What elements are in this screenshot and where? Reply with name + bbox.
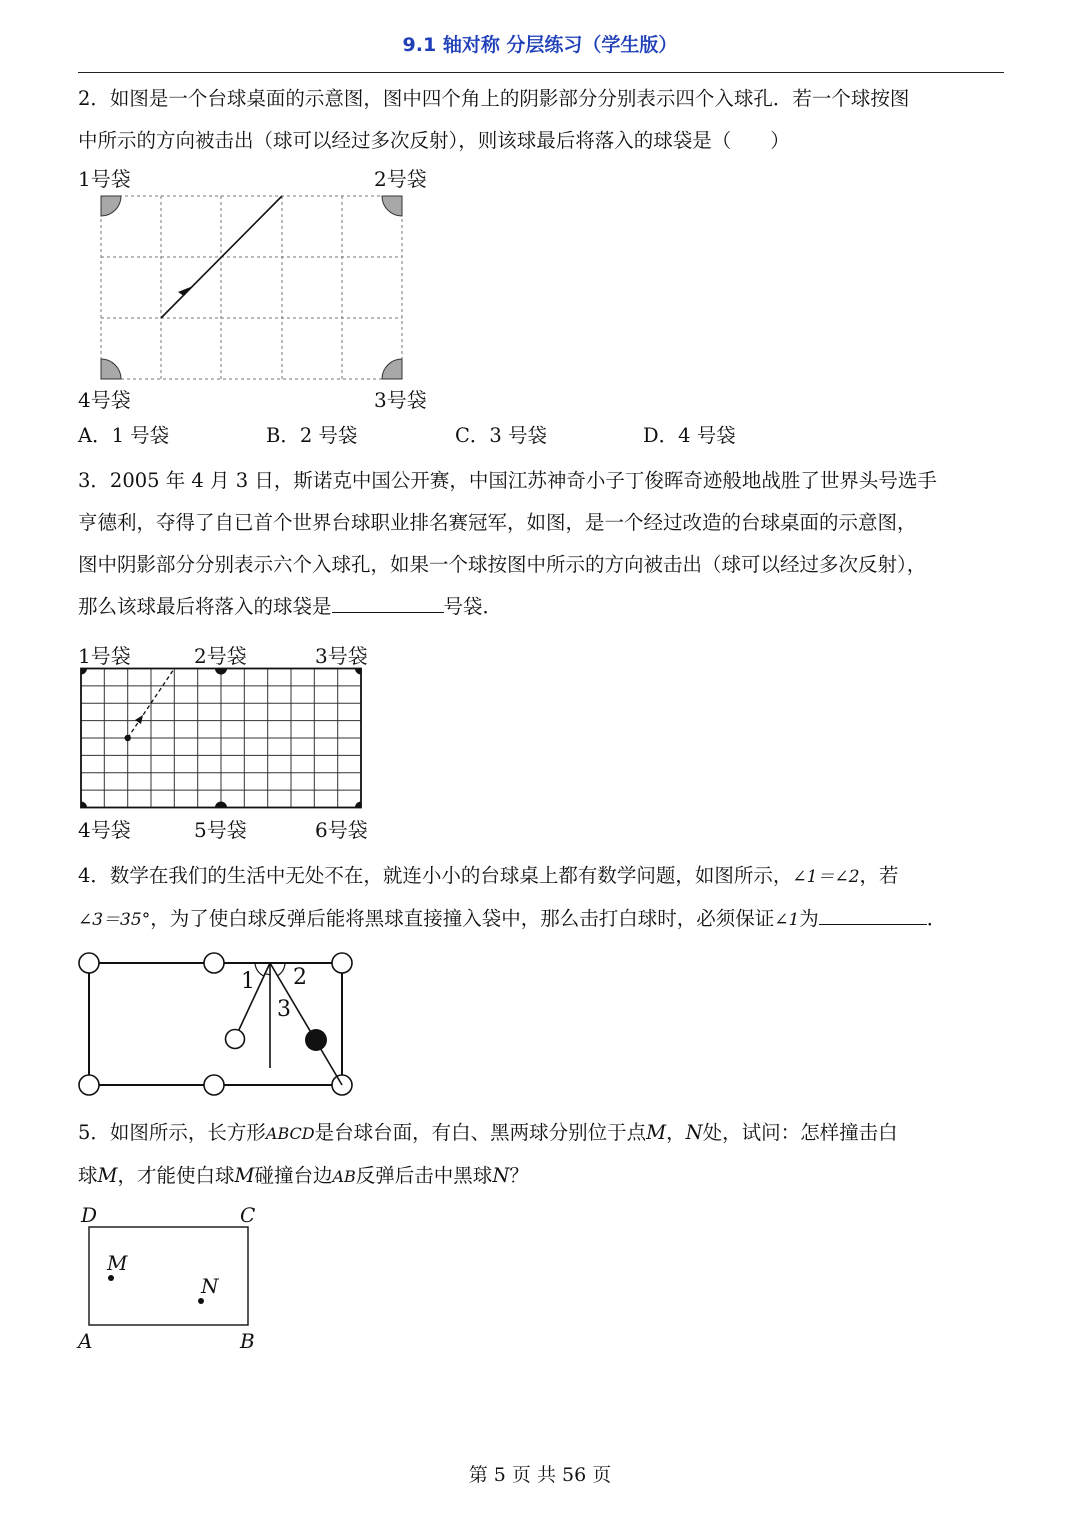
q4-angle-label-3: 3 xyxy=(277,997,291,1022)
question-2-line-2: 中所示的方向被击出（球可以经过多次反射），则该球最后将落入的球袋是（ ） xyxy=(78,129,790,152)
q4-line-2-end: ． xyxy=(926,907,947,930)
q3-arrow-head xyxy=(135,715,143,724)
q3-pocket-2 xyxy=(215,669,227,675)
q3-pocket-label-4: 4号袋 xyxy=(78,818,131,842)
q5-label-d: D xyxy=(81,1203,98,1227)
q5-label-m: M xyxy=(107,1251,128,1275)
header-rule xyxy=(78,72,1004,73)
q2-pocket-label-1: 1号袋 xyxy=(78,167,131,191)
q5-line-1-a: 5．如图所示，长方形 xyxy=(78,1121,266,1144)
q3-answer-blank[interactable] xyxy=(332,590,444,613)
q2-arrow-head xyxy=(178,286,193,296)
q5-rect-name: ABCD xyxy=(265,1124,315,1143)
q4-line-2-text: ，为了使白球反弹后能将黑球直接撞入袋中，那么击打白球时，必须保证 xyxy=(150,907,775,930)
q2-pocket-3 xyxy=(382,359,402,379)
q4-pocket-top-middle xyxy=(204,953,224,973)
q3-grid xyxy=(81,669,361,808)
page-footer: 第 5 页 共 56 页 xyxy=(468,1464,612,1486)
question-5-line-2 xyxy=(78,1155,1008,1198)
q2-pocket-1 xyxy=(101,196,121,216)
question-3-line-3: 图中阴影部分分别表示六个入球孔，如果一个球按图中所示的方向被击出（球可以经过多次反射）， xyxy=(78,553,927,576)
q4-black-ball xyxy=(305,1029,327,1051)
q2-option-b[interactable]: B．2 号袋 xyxy=(266,424,358,447)
q5-label-n: N xyxy=(201,1274,219,1298)
q3-pocket-label-3: 3号袋 xyxy=(315,644,368,668)
question-2-line-1: 2．如图是一个台球桌面的示意图，图中四个角上的阴影部分分别表示四个入球孔．若一个球按图 xyxy=(78,87,910,110)
q5-label-c: C xyxy=(240,1203,256,1227)
question-5-text xyxy=(78,1112,1008,1198)
q4-line-1-after: ，若 xyxy=(859,864,899,887)
q5-ball-m xyxy=(108,1275,114,1281)
question-5-line-1 xyxy=(78,1112,1008,1155)
q3-pocket-label-5: 5号袋 xyxy=(194,818,247,842)
q2-pocket-label-3: 3号袋 xyxy=(374,388,427,412)
q4-angle-label-2: 2 xyxy=(293,965,307,990)
q5-label-b: B xyxy=(240,1329,255,1353)
q5-line-2-a: 球 xyxy=(78,1164,98,1187)
q2-option-c[interactable]: C．3 号袋 xyxy=(455,424,548,447)
q5-line-1-g: 处，试问：怎样撞击白 xyxy=(702,1121,898,1144)
q5-line-2-e: 碰撞台边 xyxy=(254,1164,333,1187)
q4-pocket-bottom-middle xyxy=(204,1075,224,1095)
q3-pocket-3 xyxy=(355,669,361,675)
q3-pocket-1 xyxy=(81,669,87,675)
q3-pocket-5 xyxy=(215,802,227,808)
q4-pockets xyxy=(79,953,352,1095)
q2-option-d[interactable]: D．4 号袋 xyxy=(643,424,736,447)
q5-line-2-i: ？ xyxy=(509,1164,529,1187)
q5-line-2-c: ，才能使白球 xyxy=(117,1164,235,1187)
q2-option-a[interactable]: A．1 号袋 xyxy=(78,424,170,447)
question-3-text xyxy=(78,460,1008,628)
question-3-line-2: 亨德利，夺得了自已首个世界台球职业排名赛冠军，如图，是一个经过改造的台球桌面的示意图， xyxy=(78,511,917,534)
question-3-line-4 xyxy=(78,586,1008,628)
q5-point-m: M xyxy=(646,1121,667,1144)
question-4-line-1 xyxy=(78,855,1008,898)
q5-line-2-m: M xyxy=(97,1164,118,1187)
q5-line-2-m2: M xyxy=(234,1164,255,1187)
question-4-text xyxy=(78,855,1008,941)
q4-line-1-math: ∠1＝∠2 xyxy=(792,867,860,887)
q4-line-2-math-2: ∠1 xyxy=(774,910,800,930)
q4-answer-blank[interactable] xyxy=(819,902,927,925)
q2-grid xyxy=(101,196,402,379)
q4-angle-2-arc xyxy=(277,963,285,976)
question-4-line-2 xyxy=(78,898,1008,941)
q2-pocket-2 xyxy=(382,196,402,216)
q5-label-a: A xyxy=(78,1329,93,1353)
q5-line-1-c: 是台球台面，有白、黑两球分别位于点 xyxy=(314,1121,647,1144)
q5-point-n: N xyxy=(685,1121,703,1144)
q4-line-1-text: 4．数学在我们的生活中无处不在，就连小小的台球桌上都有数学问题，如图所示， xyxy=(78,864,793,887)
q3-line-4-after: 号袋． xyxy=(443,595,503,618)
question-2-text xyxy=(78,78,1008,162)
q2-billiard-table-figure xyxy=(100,195,405,381)
q3-pocket-6 xyxy=(355,802,361,808)
q4-line-2-after: 为 xyxy=(799,907,819,930)
q3-ball xyxy=(125,735,131,741)
q3-pocket-label-6: 6号袋 xyxy=(315,818,368,842)
q5-ball-n xyxy=(198,1298,204,1304)
q4-pocket-top-left xyxy=(79,953,99,973)
page-header-title: 9.1 轴对称 分层练习（学生版） xyxy=(402,34,678,56)
q4-angle-label-1: 1 xyxy=(241,969,255,994)
q3-line-4-before: 那么该球最后将落入的球袋是 xyxy=(78,595,332,618)
question-3-line-1: 3．2005 年 4 月 3 日，斯诺克中国公开赛，中国江苏神奇小子丁俊晖奇迹般地战胜了世界头号选手 xyxy=(78,469,937,492)
q3-pocket-4 xyxy=(81,802,87,808)
q3-pocket-label-1: 1号袋 xyxy=(78,644,131,668)
q5-edge-ab: AB xyxy=(332,1167,356,1186)
q4-pocket-bottom-left xyxy=(79,1075,99,1095)
q4-pocket-top-right xyxy=(332,953,352,973)
q4-billiard-table-figure xyxy=(74,948,358,1100)
q5-rectangle-figure xyxy=(76,1200,266,1353)
q5-line-1-e: ， xyxy=(666,1121,686,1144)
q5-line-2-g: 反弹后击中黑球 xyxy=(355,1164,493,1187)
q5-line-2-n: N xyxy=(492,1164,510,1187)
q3-billiard-table-figure xyxy=(80,668,364,808)
q3-pocket-label-2: 2号袋 xyxy=(194,644,247,668)
q4-line-2-math: ∠3＝35° xyxy=(78,910,151,930)
q2-pocket-4 xyxy=(101,359,121,379)
q4-white-ball xyxy=(226,1030,245,1049)
q2-pocket-label-4: 4号袋 xyxy=(78,388,131,412)
q4-angle-1-arc xyxy=(255,963,264,976)
q2-pocket-label-2: 2号袋 xyxy=(374,167,427,191)
